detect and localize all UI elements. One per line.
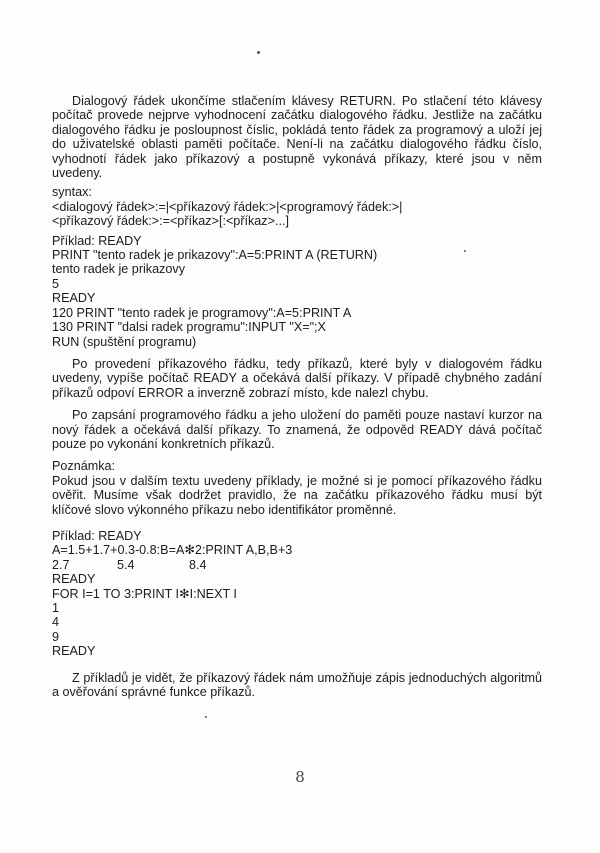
paragraph-after-program: Po zapsání programového řádku a jeho uložení do paměti pouze nastaví kurzor na nový řádek a očekává další příkazy. To znamená, že odpověd READY dává počítač pouze po vykonání konkretních příkazů. [52,408,542,451]
output-value: 5.4 [117,557,135,572]
note-heading: Poznámka: [52,459,115,474]
note-text: Pokud jsou v dalším textu uvedeny příklady, je možné si je pomocí příkazového řádku ověřit. Musíme však dodržet pravidlo, že na začátku příkazového řádku musí být klíčové slovo výkonného příkazu nebo identifikátor proměnné. [52,473,542,517]
example-line: 5 [52,276,60,291]
output-value: 8.4 [189,557,207,572]
output-value: 2.7 [52,557,70,572]
example-result: 9 [52,629,60,644]
paragraph-dialog-line: Dialogový řádek ukončíme stlačením klávesy RETURN. Po stlačení této klávesy počítač provede nejprve vyhodnocení začátku dialogového řádku. Jestliže na začátku dialogového řádku je posloupnost číslic, pokládá tento řádek za programový a uloží jej do uživatelské oblasti paměti počítače. Není-li na začátku dialogového řádku číslo, vyhodnotí řádek jako příkazový a postupně vykonává příkazy, které jsou v něm uvedeny. [52,94,542,181]
syntax-line-dialog: <dialogový řádek>:=|<příkazový řádek:>|<programový řádek:>| [52,199,403,214]
example-2 [52,529,542,659]
example-line: 120 PRINT "tento radek je programovy":A=5:PRINT A [52,305,352,320]
example-line: FOR I=1 TO 3:PRINT I✻I:NEXT I [52,586,237,601]
example-line: READY [52,572,96,587]
page-content [52,94,542,699]
example-line: READY [52,291,96,306]
paragraph-after-command: Po provedení příkazového řádku, tedy příkazů, které byly v dialogovém řádku uvedeny, vypíše počítač READY a očekává další příkazy. V případě chybného zadání příkazů odpoví ERROR a inverzně zobrazí místo, kde nalezl chybu. [52,356,542,400]
example-line: 130 PRINT "dalsi radek programu":INPUT "X=";X [52,320,326,335]
example-1 [52,234,542,349]
syntax-heading: syntax: [52,185,92,200]
syntax-line-command: <příkazový řádek:>:=<příkaz>[:<příkaz>...] [52,214,289,229]
example-result: 1 [52,601,60,615]
example-line: Příklad: READY [52,233,142,248]
example-line: READY [52,644,96,659]
scan-speck [257,51,260,54]
paragraph-conclusion: Z příkladů je vidět, že příkazový řádek nám umožňuje zápis jednoduchých algoritmů a ověřování správné funkce příkazů. [52,670,542,700]
example-line: PRINT "tento radek je prikazovy":A=5:PRINT A (RETURN) [52,248,378,263]
example-line: Příklad: READY [52,528,142,543]
page-number: 8 [295,768,305,786]
example-result: 4 [52,615,60,630]
example-line: RUN (spuštění programu) [52,334,197,349]
example-output-row [52,558,542,572]
example-line: tento radek je prikazovy [52,262,186,277]
example-line: A=1.5+1.7+0.3-0.8:B=A✻2:PRINT A,B,B+3 [52,543,293,558]
scan-speck [205,716,207,718]
